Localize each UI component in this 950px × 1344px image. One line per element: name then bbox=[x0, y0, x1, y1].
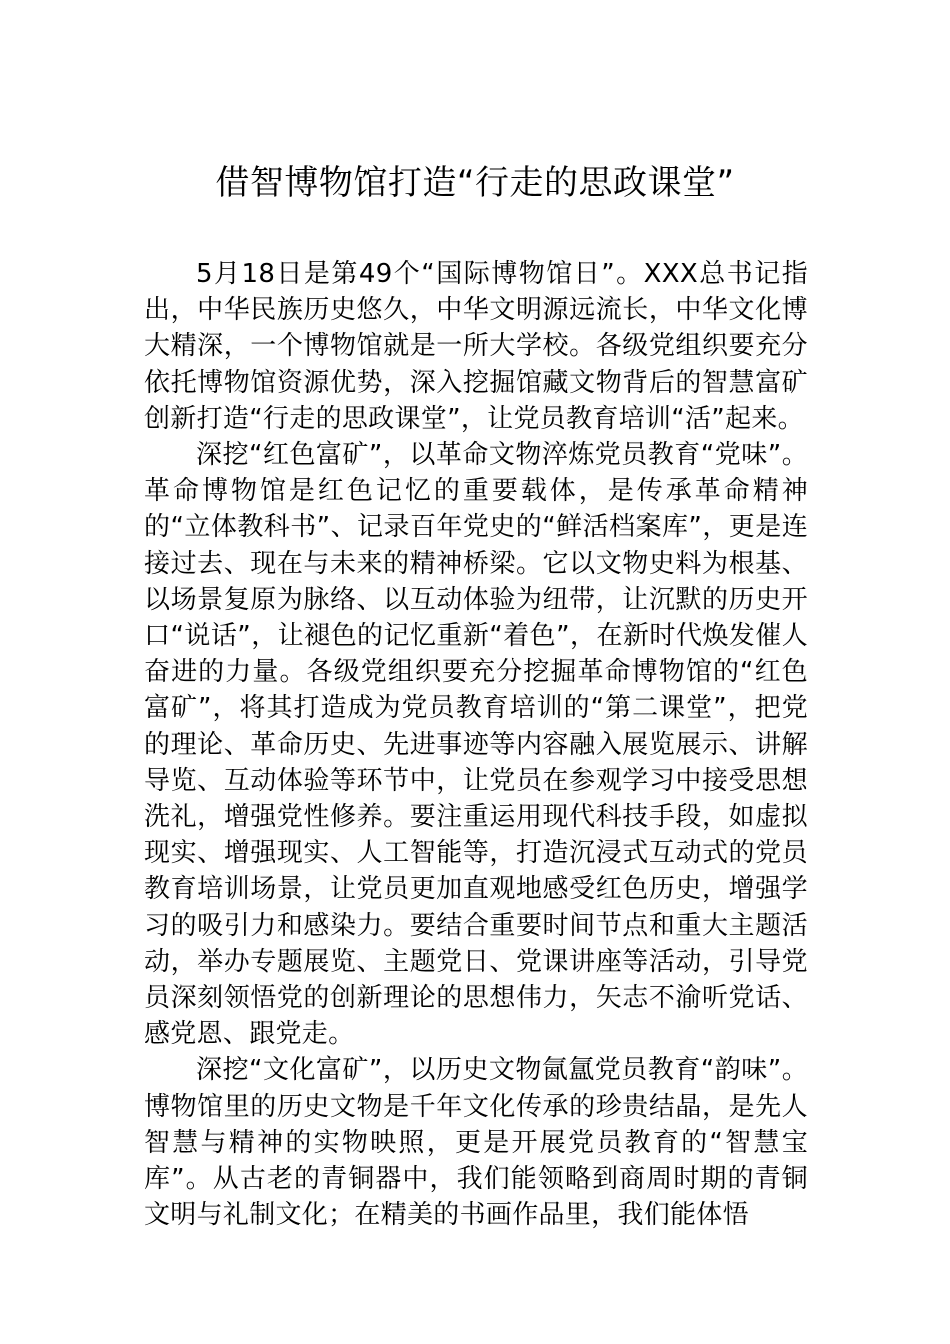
document-body bbox=[144, 256, 808, 1233]
paragraph-cultural-heritage: 深挖“文化富矿”，以历史文物氤氲党员教育“韵味”。博物馆里的历史文物是千年文化传承的珍贵结晶，是先人智慧与精神的实物映照，更是开展党员教育的“智慧宝库”。从古老的青铜器中，我们能领略到商周时期的青铜文明与礼制文化；在精美的书画作品里，我们能体悟 bbox=[144, 1055, 808, 1231]
document-title: 借智博物馆打造“行走的思政课堂” bbox=[215, 163, 735, 203]
paragraph-red-heritage: 深挖“红色富矿”，以革命文物淬炼党员教育“党味”。革命博物馆是红色记忆的重要载体，是传承革命精神的“立体教科书”、记录百年党史的“鲜活档案库”，更是连接过去、现在与未来的精神桥梁。它以文物史料为根基、以场景复原为脉络、以互动体验为纽带，让沉默的历史开口“说话”，让褪色的记忆重新“着色”，在新时代焕发催人奋进的力量。各级党组织要充分挖掘革命博物馆的“红色富矿”，将其打造成为党员教育培训的“第二课堂”，把党的理论、革命历史、先进事迹等内容融入展览展示、讲解导览、互动体验等环节中，让党员在参观学习中接受思想洗礼，增强党性修养。要注重运用现代科技手段，如虚拟现实、增强现实、人工智能等，打造沉浸式互动式的党员教育培训场景，让党员更加直观地感受红色历史，增强学习的吸引力和感染力。要结合重要时间节点和重大主题活动，举办专题展览、主题党日、党课讲座等活动，引导党员深刻领悟党的创新理论的思想伟力，矢志不渝听党话、感党恩、跟党走。 bbox=[144, 440, 808, 1050]
paragraph-intro: 5月18日是第49个“国际博物馆日”。XXX总书记指出，中华民族历史悠久，中华文明源远流长，中华文化博大精深，一个博物馆就是一所大学校。各级党组织要充分依托博物馆资源优势，深入挖掘馆藏文物背后的智慧富矿创新打造“行走的思政课堂”，让党员教育培训“活”起来。 bbox=[144, 259, 808, 434]
